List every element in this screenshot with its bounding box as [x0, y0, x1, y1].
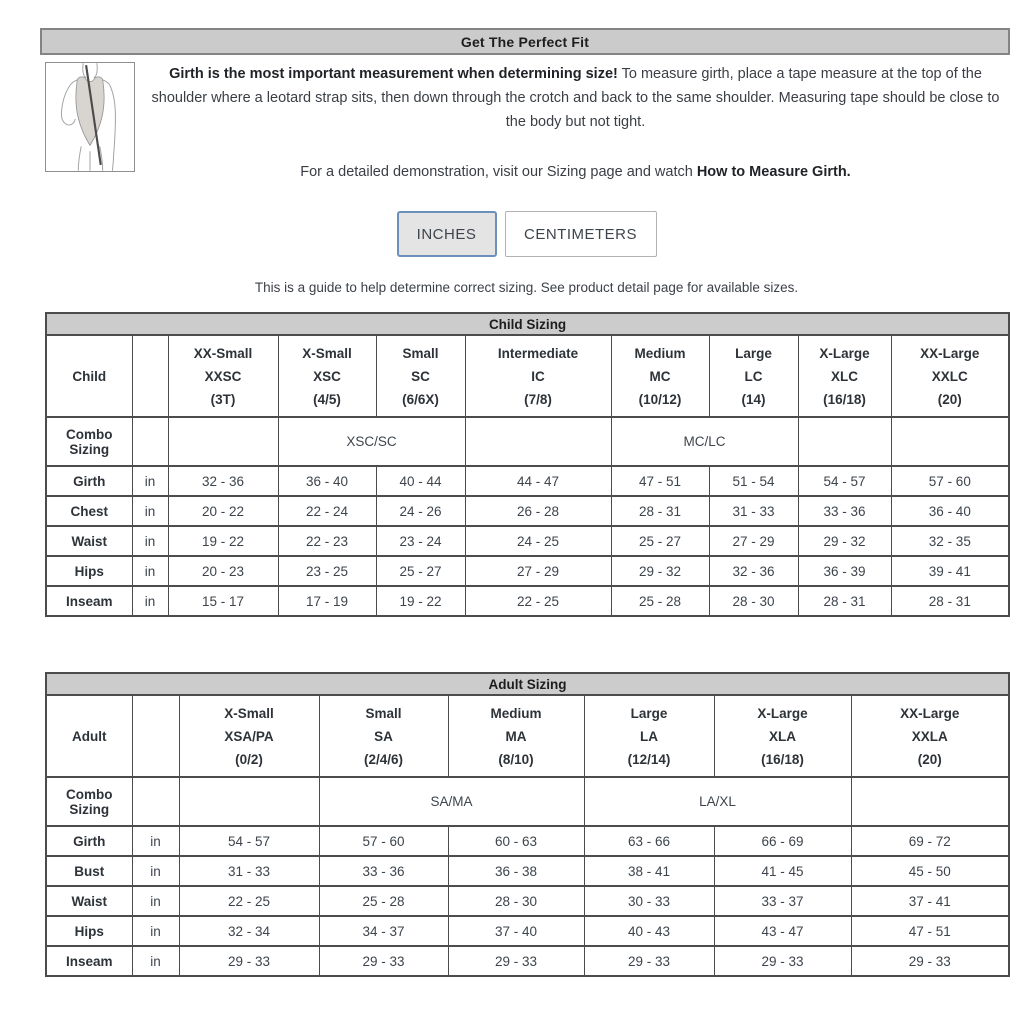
- table-header-label: Adult: [46, 695, 132, 777]
- combo-sizing-label: Combo Sizing: [46, 777, 132, 826]
- measurement-value-cell: 19 - 22: [168, 526, 278, 556]
- measurement-value-cell: 24 - 26: [376, 496, 465, 526]
- measurement-value-cell: 31 - 33: [179, 856, 319, 886]
- size-column-header: Large LA (12/14): [584, 695, 714, 777]
- measurement-value-cell: 41 - 45: [714, 856, 851, 886]
- girth-measurement-icon: [46, 63, 134, 171]
- combo-sizing-cell: [891, 417, 1009, 466]
- girth-instructions: [135, 62, 1008, 184]
- measurement-value-cell: 37 - 40: [448, 916, 584, 946]
- unit-cell: in: [132, 946, 179, 976]
- page-title: Get The Perfect Fit: [40, 28, 1010, 55]
- centimeters-button[interactable]: CENTIMETERS: [505, 211, 657, 257]
- unit-cell: in: [132, 496, 168, 526]
- unit-cell: in: [132, 526, 168, 556]
- measurement-value-cell: 37 - 41: [851, 886, 1009, 916]
- measurement-value-cell: 30 - 33: [584, 886, 714, 916]
- inches-button[interactable]: INCHES: [397, 211, 497, 257]
- measurement-value-cell: 33 - 37: [714, 886, 851, 916]
- measurement-value-cell: 28 - 30: [709, 586, 798, 616]
- measurement-value-cell: 25 - 27: [611, 526, 709, 556]
- measurement-label: Waist: [46, 526, 132, 556]
- measurement-value-cell: 32 - 36: [168, 466, 278, 496]
- measurement-value-cell: 63 - 66: [584, 826, 714, 856]
- measurement-label: Bust: [46, 856, 132, 886]
- measurement-value-cell: 38 - 41: [584, 856, 714, 886]
- measurement-label: Waist: [46, 886, 132, 916]
- measurement-value-cell: 28 - 30: [448, 886, 584, 916]
- size-column-header: X-Small XSC (4/5): [278, 335, 376, 417]
- measurement-value-cell: 28 - 31: [798, 586, 891, 616]
- measurement-label: Hips: [46, 916, 132, 946]
- measurement-value-cell: 19 - 22: [376, 586, 465, 616]
- combo-sizing-cell: XSC/SC: [278, 417, 465, 466]
- size-column-header: X-Small XSA/PA (0/2): [179, 695, 319, 777]
- measurement-label: Chest: [46, 496, 132, 526]
- measurement-value-cell: 28 - 31: [611, 496, 709, 526]
- unit-cell: in: [132, 856, 179, 886]
- unit-cell: in: [132, 916, 179, 946]
- girth-instructions-body: To measure girth, place a tape measure at the top of the shoulder where a leotard strap sits, then down through the crotch and back to the same shoulder. Measuring tape should be close to the body but not tight.: [151, 66, 1000, 130]
- unit-cell: in: [132, 826, 179, 856]
- measurement-value-cell: 29 - 33: [714, 946, 851, 976]
- unit-cell: in: [132, 886, 179, 916]
- combo-sizing-cell: [179, 777, 319, 826]
- measurement-value-cell: 32 - 35: [891, 526, 1009, 556]
- measurement-value-cell: 34 - 37: [319, 916, 448, 946]
- size-column-header: Small SC (6/6X): [376, 335, 465, 417]
- combo-sizing-cell: [798, 417, 891, 466]
- measurement-label: Girth: [46, 826, 132, 856]
- measurement-value-cell: 23 - 25: [278, 556, 376, 586]
- size-column-header: XX-Small XXSC (3T): [168, 335, 278, 417]
- size-column-header: Medium MC (10/12): [611, 335, 709, 417]
- table-title: Child Sizing: [46, 313, 1009, 335]
- measurement-value-cell: 45 - 50: [851, 856, 1009, 886]
- measurement-value-cell: 31 - 33: [709, 496, 798, 526]
- unit-header-cell: [132, 335, 168, 417]
- unit-cell: in: [132, 586, 168, 616]
- measurement-value-cell: 22 - 23: [278, 526, 376, 556]
- combo-sizing-cell: SA/MA: [319, 777, 584, 826]
- measurement-value-cell: 47 - 51: [611, 466, 709, 496]
- measurement-value-cell: 40 - 44: [376, 466, 465, 496]
- adult-sizing-table: [45, 672, 1010, 977]
- measurement-value-cell: 54 - 57: [798, 466, 891, 496]
- size-column-header: XX-Large XXLC (20): [891, 335, 1009, 417]
- measurement-value-cell: 28 - 31: [891, 586, 1009, 616]
- measurement-value-cell: 32 - 34: [179, 916, 319, 946]
- size-column-header: X-Large XLA (16/18): [714, 695, 851, 777]
- combo-sizing-cell: [168, 417, 278, 466]
- measurement-value-cell: 29 - 33: [179, 946, 319, 976]
- measurement-label: Girth: [46, 466, 132, 496]
- unit-header-cell: [132, 695, 179, 777]
- size-column-header: Medium MA (8/10): [448, 695, 584, 777]
- measurement-value-cell: 51 - 54: [709, 466, 798, 496]
- size-column-header: X-Large XLC (16/18): [798, 335, 891, 417]
- measurement-label: Inseam: [46, 586, 132, 616]
- measurement-value-cell: 22 - 25: [179, 886, 319, 916]
- table-title: Adult Sizing: [46, 673, 1009, 695]
- measurement-value-cell: 39 - 41: [891, 556, 1009, 586]
- size-column-header: Large LC (14): [709, 335, 798, 417]
- measurement-value-cell: 32 - 36: [709, 556, 798, 586]
- combo-sizing-cell: [851, 777, 1009, 826]
- measurement-value-cell: 43 - 47: [714, 916, 851, 946]
- measurement-value-cell: 36 - 38: [448, 856, 584, 886]
- measurement-value-cell: 24 - 25: [465, 526, 611, 556]
- measurement-value-cell: 29 - 32: [798, 526, 891, 556]
- measurement-value-cell: 36 - 39: [798, 556, 891, 586]
- measurement-value-cell: 27 - 29: [465, 556, 611, 586]
- size-column-header: Small SA (2/4/6): [319, 695, 448, 777]
- combo-sizing-label: Combo Sizing: [46, 417, 132, 466]
- leotard-figure-illustration: [45, 62, 135, 172]
- demo-note-text: For a detailed demonstration, visit our Sizing page and watch: [300, 164, 693, 180]
- measurement-value-cell: 66 - 69: [714, 826, 851, 856]
- measurement-value-cell: 60 - 63: [448, 826, 584, 856]
- measurement-value-cell: 20 - 22: [168, 496, 278, 526]
- measurement-value-cell: 57 - 60: [319, 826, 448, 856]
- girth-instructions-lead: Girth is the most important measurement when determining size!: [169, 66, 618, 82]
- demo-note-link-text: How to Measure Girth.: [696, 164, 851, 180]
- measurement-value-cell: 25 - 27: [376, 556, 465, 586]
- child-sizing-table: [45, 312, 1010, 617]
- measurement-label: Hips: [46, 556, 132, 586]
- measurement-value-cell: 17 - 19: [278, 586, 376, 616]
- unit-toggle: [45, 211, 1008, 257]
- measurement-value-cell: 26 - 28: [465, 496, 611, 526]
- measurement-value-cell: 29 - 33: [851, 946, 1009, 976]
- measurement-value-cell: 69 - 72: [851, 826, 1009, 856]
- measurement-value-cell: 29 - 32: [611, 556, 709, 586]
- measurement-value-cell: 47 - 51: [851, 916, 1009, 946]
- combo-unit-cell: [132, 417, 168, 466]
- unit-cell: in: [132, 466, 168, 496]
- measurement-value-cell: 27 - 29: [709, 526, 798, 556]
- measurement-value-cell: 20 - 23: [168, 556, 278, 586]
- table-header-label: Child: [46, 335, 132, 417]
- measurement-value-cell: 29 - 33: [319, 946, 448, 976]
- demo-note: [143, 160, 1008, 184]
- combo-sizing-cell: LA/XL: [584, 777, 851, 826]
- measurement-value-cell: 29 - 33: [448, 946, 584, 976]
- measurement-value-cell: 36 - 40: [278, 466, 376, 496]
- measurement-value-cell: 25 - 28: [319, 886, 448, 916]
- combo-sizing-cell: [465, 417, 611, 466]
- measurement-value-cell: 44 - 47: [465, 466, 611, 496]
- measurement-value-cell: 57 - 60: [891, 466, 1009, 496]
- measurement-value-cell: 54 - 57: [179, 826, 319, 856]
- measurement-value-cell: 15 - 17: [168, 586, 278, 616]
- sizing-guide-note: This is a guide to help determine correct sizing. See product detail page for available sizes.: [254, 280, 799, 295]
- combo-sizing-cell: MC/LC: [611, 417, 798, 466]
- measurement-value-cell: 22 - 25: [465, 586, 611, 616]
- measurement-value-cell: 29 - 33: [584, 946, 714, 976]
- measurement-value-cell: 22 - 24: [278, 496, 376, 526]
- measurement-value-cell: 25 - 28: [611, 586, 709, 616]
- girth-intro-section: [45, 62, 1008, 184]
- combo-unit-cell: [132, 777, 179, 826]
- measurement-value-cell: 33 - 36: [319, 856, 448, 886]
- size-column-header: Intermediate IC (7/8): [465, 335, 611, 417]
- measurement-value-cell: 40 - 43: [584, 916, 714, 946]
- measurement-value-cell: 23 - 24: [376, 526, 465, 556]
- size-column-header: XX-Large XXLA (20): [851, 695, 1009, 777]
- unit-cell: in: [132, 556, 168, 586]
- measurement-value-cell: 33 - 36: [798, 496, 891, 526]
- measurement-label: Inseam: [46, 946, 132, 976]
- measurement-value-cell: 36 - 40: [891, 496, 1009, 526]
